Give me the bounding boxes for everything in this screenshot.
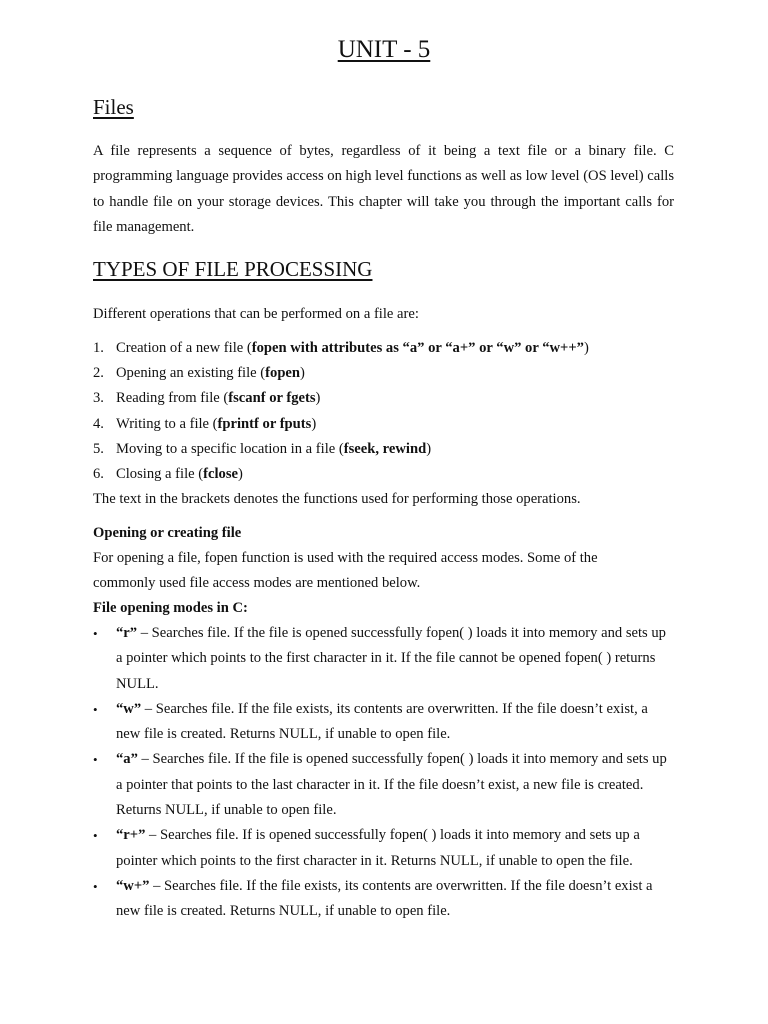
operations-list: [93, 336, 693, 487]
operation-number: 2.: [93, 365, 104, 382]
operation-functions: fopen with attributes as “a” or “a+” or “w” or “w++”: [251, 340, 584, 356]
mode-name: “w”: [116, 700, 142, 717]
operation-item: [93, 361, 693, 386]
operation-number: 4.: [93, 415, 104, 432]
operation-text: Closing a file (: [116, 466, 204, 483]
operation-item: [93, 386, 693, 411]
operation-text: Creation of a new file (: [116, 340, 252, 356]
operation-functions: fscanf or fgets: [228, 390, 316, 407]
mode-name: “a”: [116, 751, 138, 768]
modes-heading: File opening modes in C:: [93, 600, 248, 616]
operation-number: 5.: [93, 440, 104, 457]
mode-description: – Searches file. If the file exists, its contents are overwritten. If the file doesn’t exist, a new file is created. Returns NULL, if unable to open file.: [116, 700, 648, 743]
operation-number: 3.: [93, 390, 104, 407]
mode-item: [93, 697, 675, 748]
operation-close: ): [300, 365, 305, 382]
files-heading: Files: [93, 95, 134, 119]
operation-close: ): [311, 415, 317, 432]
operation-item: [93, 462, 693, 487]
operation-item: [93, 412, 693, 437]
mode-name: “r”: [116, 625, 138, 641]
operation-functions: fseek, rewind: [343, 440, 427, 457]
unit-title-text: UNIT - 5: [337, 36, 431, 63]
operation-text: Writing to a file (: [116, 415, 218, 432]
intro-paragraph: A file represents a sequence of bytes, regardless of it being a text file or a binary file. C programming language provides access on high level functions as well as low level (OS level) calls to handle file on your storage devices. This chapter will take you through the important calls for file management.: [93, 143, 674, 235]
operation-text: Reading from file (: [116, 390, 229, 407]
mode-description: – Searches file. If is opened successfully fopen( ) loads it into memory and sets up a pointer which points to the first character in it. Returns NULL, if unable to open the file.: [116, 827, 640, 869]
operation-close: ): [426, 440, 432, 457]
types-heading: TYPES OF FILE PROCESSING: [93, 257, 373, 281]
bullet-icon: •: [93, 626, 98, 641]
opening-paragraph: For opening a file, fopen function is used with the required access modes. Some of the commonly used file access modes are mentioned below.: [93, 550, 598, 592]
mode-item: [93, 621, 675, 697]
modes-list: [93, 621, 675, 925]
operation-close: ): [583, 340, 589, 356]
operation-item: [93, 336, 693, 361]
operation-functions: fopen: [265, 365, 301, 382]
operations-note: The text in the brackets denotes the functions used for performing those operations.: [93, 491, 581, 507]
operation-text: Moving to a specific location in a file (: [116, 440, 344, 457]
opening-heading: Opening or creating file: [93, 525, 242, 541]
operation-functions: fprintf or fputs: [217, 415, 312, 432]
bullet-icon: •: [93, 828, 98, 844]
mode-item: [93, 747, 675, 823]
operation-close: ): [238, 466, 243, 483]
operation-item: [93, 437, 693, 462]
mode-item: [93, 823, 675, 874]
operations-intro: Different operations that can be performed on a file are:: [93, 306, 419, 322]
bullet-icon: •: [93, 878, 98, 894]
bullet-icon: •: [93, 752, 98, 768]
mode-name: “w+”: [116, 877, 150, 894]
mode-description: – Searches file. If the file exists, its contents are overwritten. If the file doesn’t exist a new file is created. Returns NULL, if unable to open file.: [116, 877, 653, 920]
operation-text: Opening an existing file (: [116, 365, 266, 382]
mode-description: – Searches file. If the file is opened successfully fopen( ) loads it into memory and sets up a pointer which points to the first character in it. If the file cannot be opened fopen( ) returns NULL.: [116, 625, 666, 692]
operation-number: 6.: [93, 466, 104, 483]
mode-name: “r+”: [116, 827, 146, 844]
bullet-icon: •: [93, 701, 98, 717]
operation-functions: fclose: [203, 466, 239, 483]
mode-description: – Searches file. If the file is opened successfully fopen( ) loads it into memory and sets up a pointer that points to the last character in it. If the file doesn’t exist, a new file is created. Returns NULL, if unable to open file.: [116, 751, 667, 819]
operation-number: 1.: [93, 340, 104, 356]
unit-title: [0, 34, 768, 66]
operation-close: ): [315, 390, 321, 407]
mode-item: [93, 874, 675, 925]
